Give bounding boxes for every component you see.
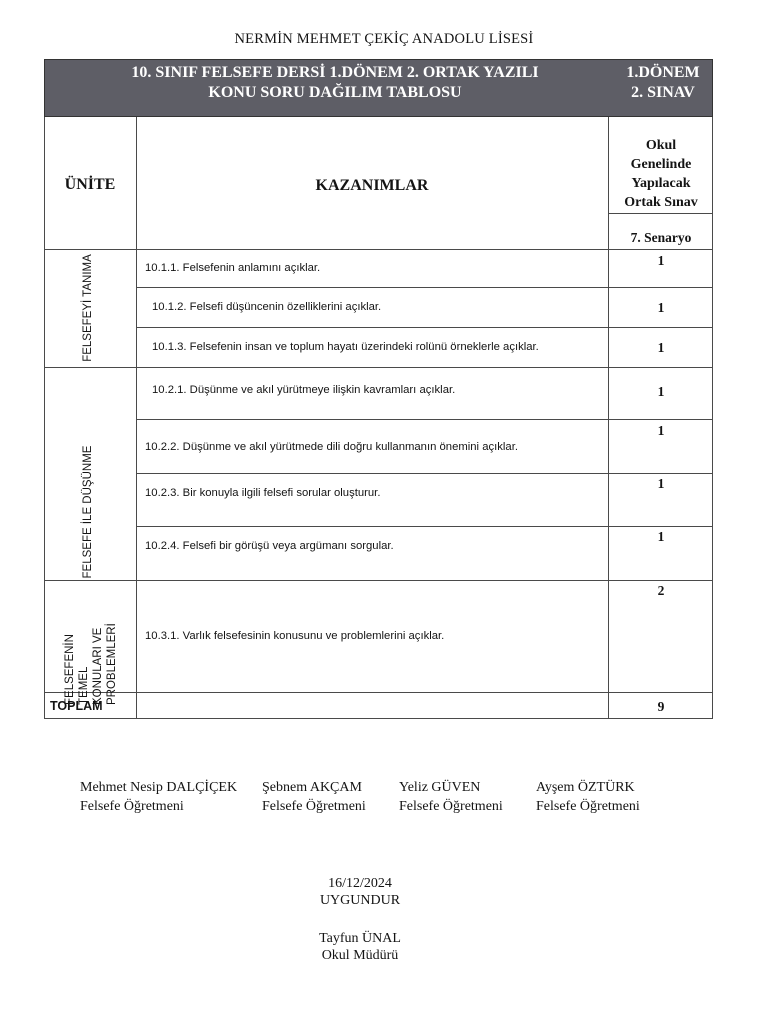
- header-common-exam: [609, 136, 713, 212]
- header-exam-line: Ortak Sınav: [624, 195, 698, 210]
- count-10-1-2: 1: [657, 300, 665, 315]
- approval-block: [300, 875, 420, 909]
- exam-label: 2. SINAV: [631, 84, 695, 101]
- unit-label-3-line: FELSEFENİN: [64, 634, 76, 705]
- title-line-2: KONU SORU DAĞILIM TABLOSU: [208, 84, 462, 101]
- teacher-name: Şebnem AKÇAM: [262, 780, 362, 795]
- header-outcomes: KAZANIMLAR: [315, 177, 429, 194]
- school-name: NERMİN MEHMET ÇEKİÇ ANADOLU LİSESİ: [234, 31, 534, 47]
- count-10-3-1: 2: [657, 583, 665, 598]
- header-exam-line: Yapılacak: [631, 176, 691, 191]
- teacher-signature: [80, 778, 237, 816]
- header-exam-line: Okul: [645, 138, 677, 153]
- outcome-10-3-1: 10.3.1. Varlık felsefesinin konusunu ve problemlerini açıklar.: [145, 630, 445, 642]
- count-10-2-3: 1: [657, 476, 665, 491]
- table-title: [75, 63, 595, 103]
- unit-label-3-line: TEMEL: [78, 666, 90, 705]
- unit-label-2: FELSEFE İLE DÜŞÜNME: [82, 445, 94, 579]
- teacher-role: Felsefe Öğretmeni: [536, 799, 640, 814]
- total-value: 9: [657, 699, 665, 714]
- count-10-2-2: 1: [657, 423, 665, 438]
- teacher-role: Felsefe Öğretmeni: [262, 799, 366, 814]
- teacher-signature: [262, 778, 366, 816]
- teacher-signature: [536, 778, 640, 816]
- header-exam-line: Genelinde: [630, 157, 692, 172]
- unit-label-3-line: PROBLEMLERİ: [106, 623, 118, 705]
- principal-title: Okul Müdürü: [321, 948, 399, 963]
- count-10-1-1: 1: [657, 253, 665, 268]
- header-scenario: 7. Senaryo: [630, 230, 692, 245]
- outcome-10-2-3: 10.2.3. Bir konuyla ilgili felsefi sorular oluşturur.: [145, 487, 381, 499]
- teacher-role: Felsefe Öğretmeni: [80, 799, 184, 814]
- teacher-signature: [399, 778, 503, 816]
- term-exam-label: [615, 63, 711, 103]
- outcome-10-1-1: 10.1.1. Felsefenin anlamını açıklar.: [145, 262, 321, 274]
- outcome-10-2-1: 10.2.1. Düşünme ve akıl yürütmeye ilişkin kavramları açıklar.: [152, 384, 456, 396]
- teacher-name: Ayşem ÖZTÜRK: [536, 780, 635, 795]
- title-line-1: 10. SINIF FELSEFE DERSİ 1.DÖNEM 2. ORTAK YAZILI: [131, 64, 539, 81]
- table-title-bar: [44, 59, 713, 117]
- principal-block: [300, 930, 420, 964]
- term-label: 1.DÖNEM: [626, 64, 700, 81]
- approval-date: 16/12/2024: [328, 876, 392, 891]
- total-label: TOPLAM: [50, 699, 103, 713]
- unit-label-3-line: KONULARI VE: [92, 627, 104, 705]
- outcome-10-2-4: 10.2.4. Felsefi bir görüşü veya argümanı sorgular.: [145, 540, 394, 552]
- unit-label-1: FELSEFEYİ TANIMA: [82, 254, 94, 362]
- teacher-role: Felsefe Öğretmeni: [399, 799, 503, 814]
- outcome-10-2-2: 10.2.2. Düşünme ve akıl yürütmede dili doğru kullanmanın önemini açıklar.: [145, 441, 518, 453]
- teacher-name: Mehmet Nesip DALÇİÇEK: [80, 780, 238, 795]
- approval-status: UYGUNDUR: [319, 893, 401, 908]
- principal-name: Tayfun ÜNAL: [319, 931, 401, 946]
- count-10-2-4: 1: [657, 529, 665, 544]
- outcome-10-1-3: 10.1.3. Felsefenin insan ve toplum hayatı üzerindeki rolünü örneklerle açıklar.: [152, 341, 539, 353]
- header-unit: ÜNİTE: [64, 176, 116, 193]
- count-10-2-1: 1: [657, 384, 665, 399]
- count-10-1-3: 1: [657, 340, 665, 355]
- teacher-name: Yeliz GÜVEN: [399, 780, 481, 795]
- unit-label-3: [63, 613, 123, 705]
- outcome-10-1-2: 10.1.2. Felsefi düşüncenin özelliklerini açıklar.: [152, 301, 382, 313]
